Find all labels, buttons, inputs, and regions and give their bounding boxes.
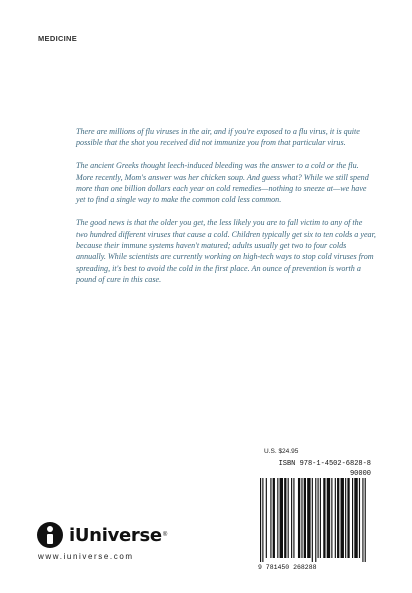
- barcode-bar: [266, 478, 267, 558]
- barcode-bar: [341, 478, 344, 558]
- barcode-bar: [318, 478, 319, 558]
- barcode-bar: [315, 478, 316, 562]
- iuniverse-logo-icon: [37, 522, 63, 548]
- barcode-bar: [347, 478, 349, 558]
- isbn-label: ISBN 978-1-4502-6828-8: [278, 460, 371, 468]
- barcode-bar: [337, 478, 339, 558]
- publisher-logo: [37, 520, 167, 550]
- barcode-bar: [312, 478, 313, 562]
- barcode-bar: [345, 478, 346, 558]
- barcode-bars: [258, 478, 371, 562]
- barcode-bar: [262, 478, 263, 562]
- barcode-bar: [270, 478, 271, 558]
- blurb-paragraph-2: The ancient Greeks thought leech-induced bleeding was the answer to a cold or the flu. More recently, Mom's answer was her chicken soup. And guess what? While we still spend more than one billion dollars each year on cold remedies—nothing to sneeze at—we have yet to find a single way to make the common cold less common.: [76, 161, 369, 205]
- barcode-bar: [354, 478, 357, 558]
- barcode-bar: [335, 478, 336, 558]
- barcode-bar: [277, 478, 278, 558]
- publisher-website: www.iuniverse.com: [38, 552, 134, 561]
- barcode-bar: [307, 478, 310, 558]
- barcode-bar: [293, 478, 294, 558]
- barcode-bar: [260, 478, 261, 562]
- barcode-bar: [304, 478, 306, 558]
- barcode-bar: [362, 478, 363, 562]
- barcode-bar: [284, 478, 286, 558]
- barcode-bar: [365, 478, 366, 562]
- category-label: MEDICINE: [38, 34, 78, 43]
- barcode-digits: 9 781450 268288: [258, 564, 317, 571]
- barcode-bar: [331, 478, 332, 558]
- barcode-bar: [280, 478, 283, 558]
- blurb: [76, 126, 376, 297]
- barcode-price-code: 90000: [349, 470, 371, 478]
- barcode-bar: [320, 478, 321, 558]
- barcode-bar: [273, 478, 275, 558]
- barcode-bar: [359, 478, 360, 558]
- barcode-bar: [291, 478, 292, 558]
- blurb-paragraph-3: The good news is that the older you get, the less likely you are to fall victim to any of the two hundred different viruses that cause a cold. Children typically get six to ten colds a year, because their immune systems haven't matured; adults usually get two to four colds annually. While scientists are currently working on high-tech ways to stop cold viruses from spreading, it's best to avoid the cold in the first place. An ounce of prevention is worth a pound of cure in this case.: [76, 218, 376, 285]
- isbn-barcode: [258, 460, 371, 574]
- barcode-bar: [301, 478, 302, 558]
- registered-mark: ®: [162, 532, 168, 538]
- barcode-bar: [298, 478, 300, 558]
- blurb-paragraph-1: There are millions of flu viruses in the air, and if you're exposed to a flu virus, it is quite possible that the shot you received did not immunize you from that particular virus.: [76, 127, 360, 148]
- publisher-name: iUniverse: [69, 524, 162, 546]
- price-label: U.S. $24.95: [264, 448, 299, 455]
- barcode-bar: [352, 478, 353, 558]
- barcode-bar: [323, 478, 325, 558]
- barcode-bar: [288, 478, 289, 558]
- barcode-bar: [327, 478, 330, 558]
